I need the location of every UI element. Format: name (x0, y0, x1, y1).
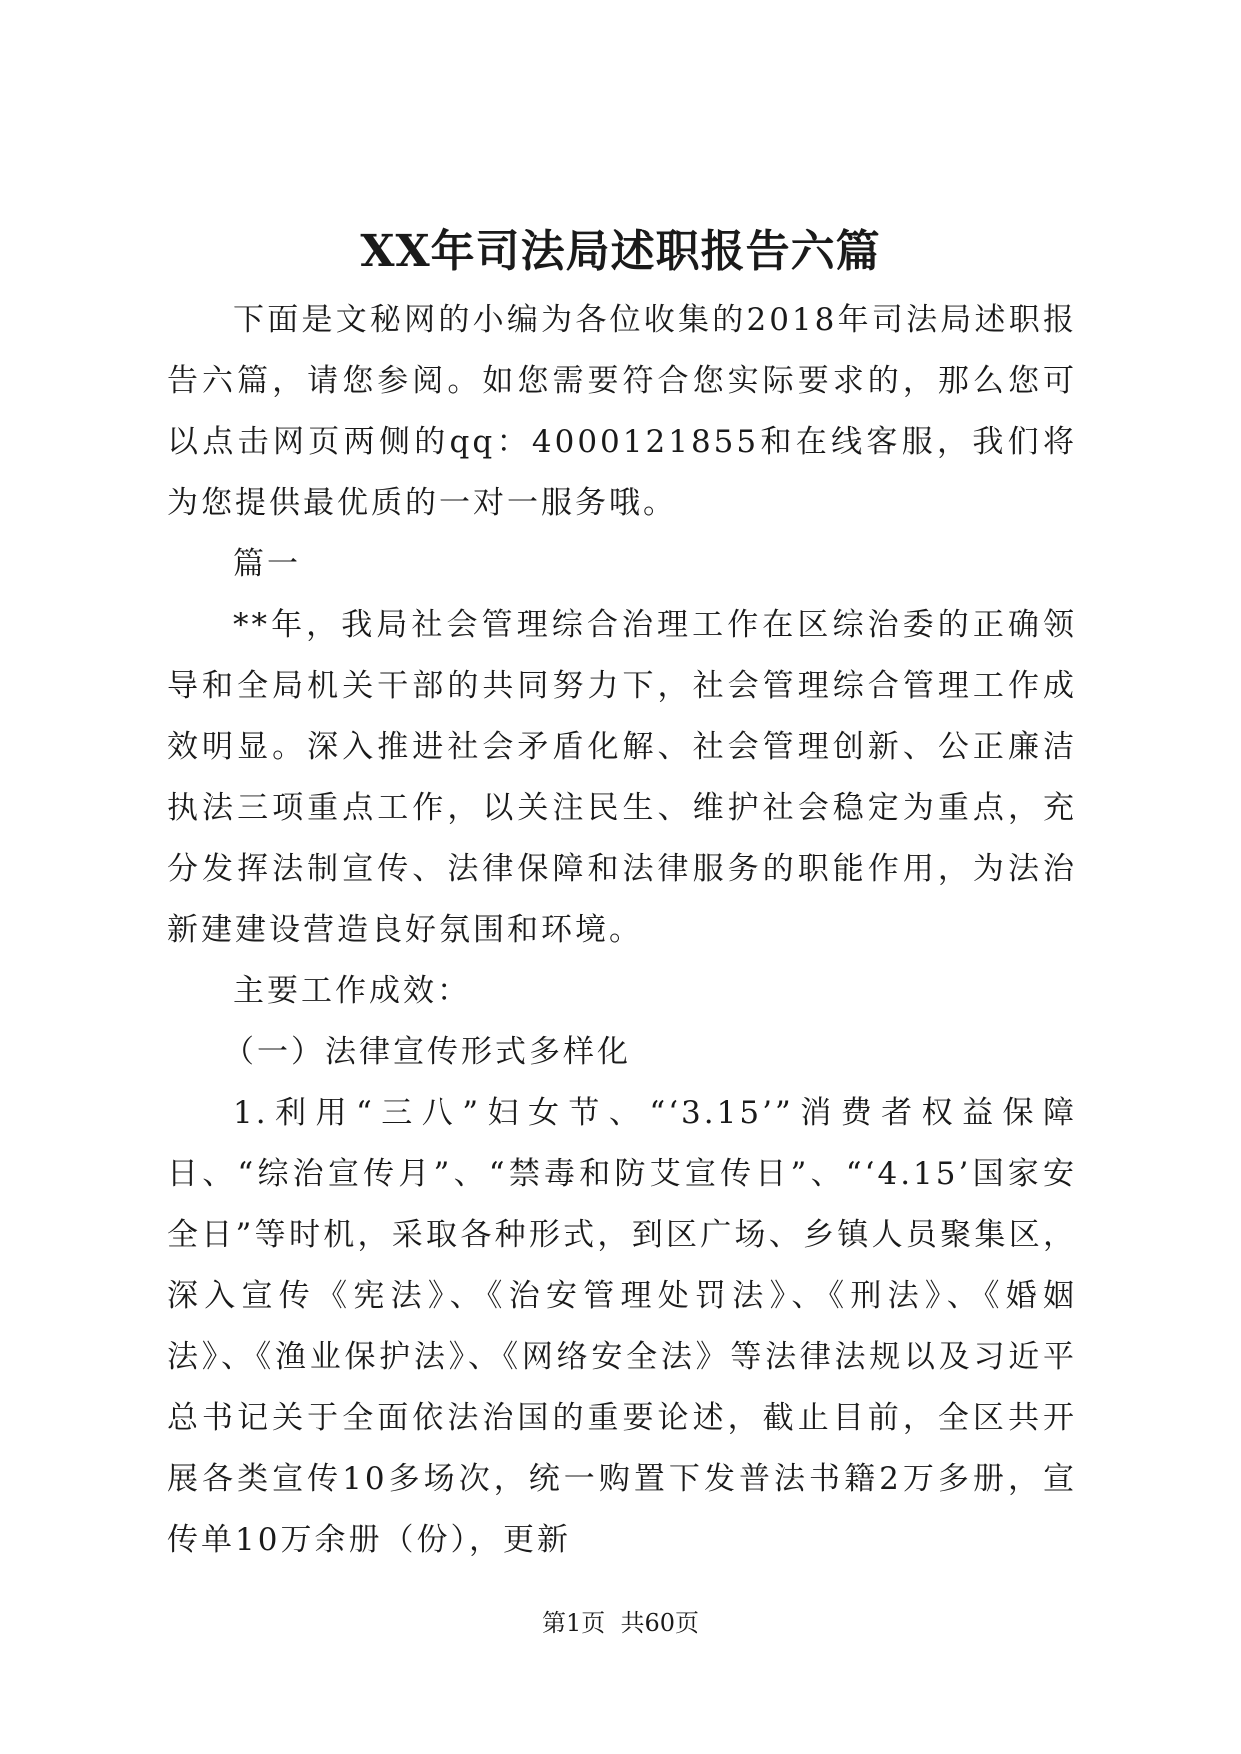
total-pages: 60 (644, 1609, 676, 1637)
document-title: XX年司法局述职报告六篇 (360, 226, 881, 277)
subsection-heading-1: （一）法律宣传形式多样化 (223, 1034, 631, 1070)
document-body (167, 290, 1077, 1571)
section-heading-part-one: 篇一 (233, 546, 301, 582)
achievements-heading: 主要工作成效： (233, 973, 471, 1009)
summary-paragraph: **年，我局社会管理综合治理工作在区综治委的正确领导和全局机关干部的共同努力下，社会管理综合管理工作成效明显。深入推进社会矛盾化解、社会管理创新、公正廉洁执法三项重点工作，以关注民生、维护社会稳定为重点，充分发挥法制宣传、法律保障和法律服务的职能作用，为法治新建建设营造良好氛围和环境。 (167, 607, 1077, 948)
item-1-paragraph: 1.利用“三八”妇女节、“‘3.15’”消费者权益保障日、“综治宣传月”、“禁毒和防艾宣传日”、“‘4.15’国家安全日”等时机，采取各种形式，到区广场、乡镇人员聚集区，深入宣传《宪法》、《治安管理处罚法》、《刑法》、《婚姻法》、《渔业保护法》、《网络安全法》等法律法规以及习近平总书记关于全面依法治国的重要论述，截止目前，全区共开展各类宣传10多场次，统一购置下发普法书籍2万多册，宣传单10万余册（份），更新 (167, 1095, 1077, 1558)
page-suffix: 页 (581, 1609, 606, 1637)
intro-paragraph: 下面是文秘网的小编为各位收集的2018年司法局述职报告六篇，请您参阅。如您需要符合您实际要求的，那么您可以点击网页两侧的qq：4000121855和在线客服，我们将为您提供最优质的一对一服务哦。 (167, 302, 1077, 521)
total-suffix: 页 (675, 1609, 700, 1637)
total-prefix: 共 (620, 1609, 645, 1637)
page-number: 1 (565, 1609, 582, 1637)
page-prefix: 第 (541, 1609, 566, 1637)
page-footer (0, 1606, 1241, 1640)
